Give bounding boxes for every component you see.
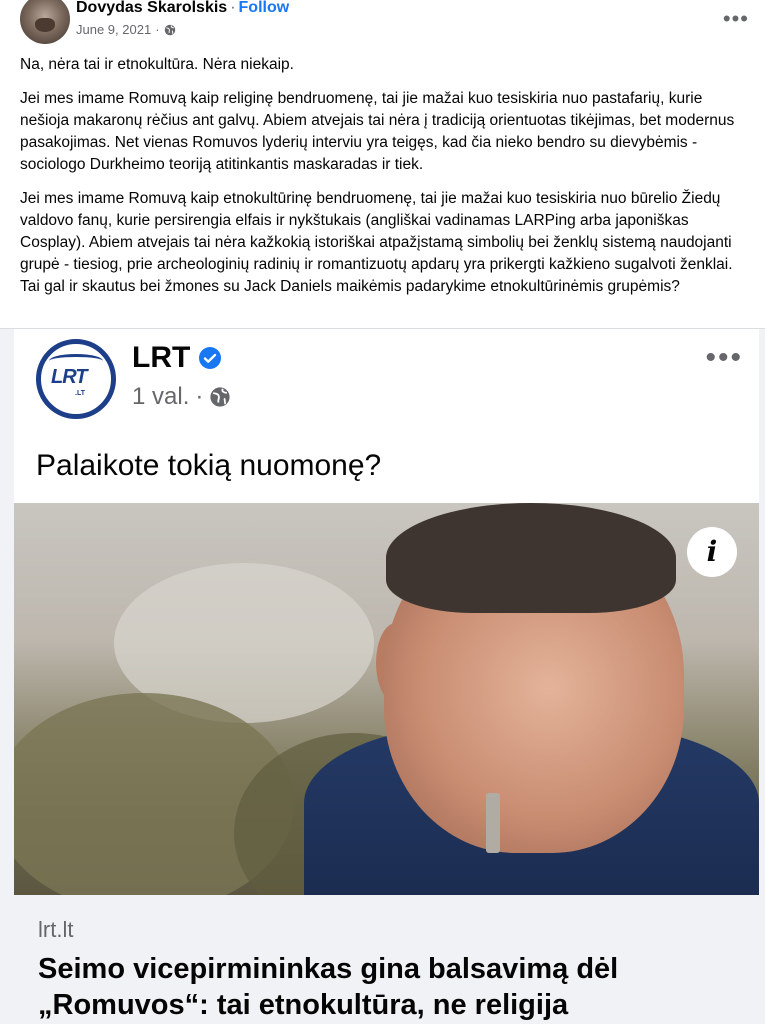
author-separator: · [230, 0, 236, 16]
shared-post-container [0, 328, 765, 1024]
link-domain: lrt.lt [38, 917, 74, 942]
post-meta [76, 22, 176, 37]
post-text [20, 54, 755, 310]
author-avatar[interactable] [20, 0, 70, 44]
author-name[interactable]: Dovydas Skarolskis [76, 0, 228, 16]
post-options-button[interactable]: ••• [722, 6, 749, 31]
shared-post-text: Palaikote tokią nuomonę? [36, 449, 382, 482]
globe-icon [164, 24, 176, 36]
avatar-beard [35, 18, 55, 32]
lrt-logo-subtext: .LT [75, 390, 85, 397]
photo-zipper [486, 793, 500, 853]
info-icon[interactable]: i [687, 527, 737, 577]
link-preview-image[interactable] [14, 503, 759, 895]
post-paragraph: Jei mes imame Romuvą kaip religinę bendruomenę, tai jie mažai kuo tesiskiria nuo pastafarių, kurie nešioja makaronų rėčius ant galvų. Abiem atvejais tai nėra į tradiciją orientuotas tikėjimas, bet modernus pasakojimas. Net vienas Romuvos lyderių interviu yra teigęs, kad čia nieko bendro su dievybėmis - sociologo Durkheimo teoriją atitinkantis maskaradas ir tiek. [20, 90, 735, 173]
lrt-logo[interactable] [36, 339, 116, 419]
link-headline[interactable]: Seimo vicepirmininkas gina balsavimą dėl „Romuvos“: tai etnokultūra, ne religija [38, 953, 619, 1021]
author-line [76, 0, 289, 17]
post-paragraph: Na, nėra tai ir etnokultūra. Nėra niekaip. [20, 56, 294, 73]
photo-hair [386, 503, 676, 613]
post-paragraph: Jei mes imame Romuvą kaip etnokultūrinę bendruomenę, tai jie mažai kuo tesiskiria nuo būrelio Žiedų valdovo fanų, kurie persirengia elfais ir nykštukais (angliškai vadinamas LARPing arba japoniškas Cosplay). Abiem atvejais tai nėra kažkokią istoriškai atpažįstamą simbolių bei ženklų sistemą naudojanti grupė - tiesiog, prie archeologinių radinių ir romantizuotų apdarų yra prikergti kažkieno sugalvoti ženklai. Tai gal ir skautus bei žmones su Jack Daniels maikėmis padarykime etnokultūrinėmis grupėmis? [20, 190, 733, 295]
shared-page-name [132, 341, 222, 375]
date-separator: · [155, 22, 160, 37]
verified-badge-icon [198, 346, 222, 370]
shared-post-time[interactable]: 1 val. [132, 383, 190, 410]
lrt-logo-text: LRT [51, 366, 87, 388]
shared-post-options-button[interactable]: ••• [705, 341, 743, 374]
post-header [0, 0, 765, 48]
page-name-label[interactable]: LRT [132, 341, 191, 374]
shared-post[interactable] [14, 329, 759, 1024]
globe-icon [209, 386, 231, 408]
follow-button[interactable]: Follow [238, 0, 290, 16]
post-date[interactable]: June 9, 2021 [76, 22, 152, 37]
shared-post-meta [132, 383, 231, 411]
time-separator: · [195, 383, 204, 410]
link-preview-caption[interactable] [14, 895, 759, 1024]
